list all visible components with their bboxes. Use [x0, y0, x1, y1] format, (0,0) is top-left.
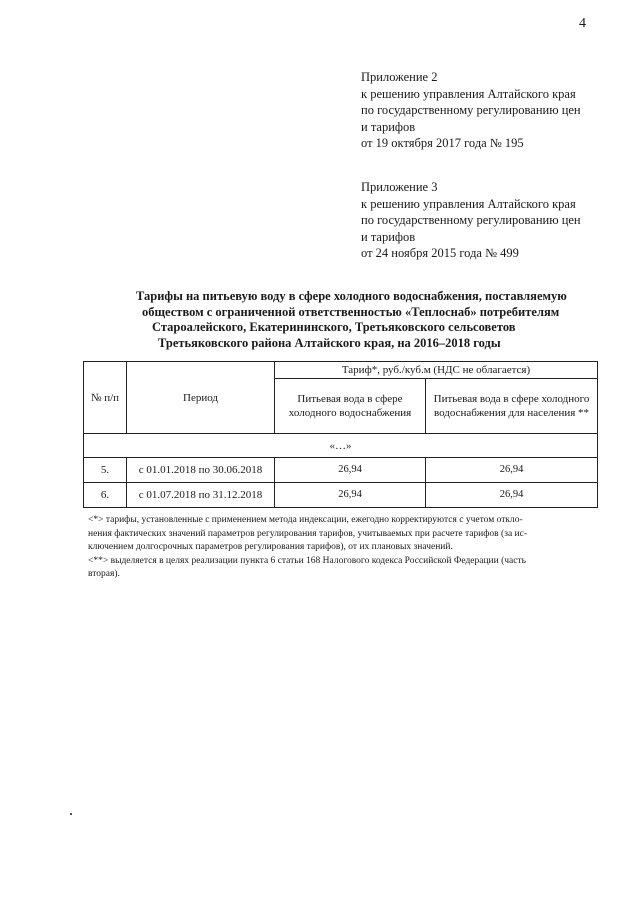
appendix-2-header	[361, 69, 611, 152]
row-water-population-tariff: 26,94	[426, 483, 598, 508]
header-period: Период	[127, 362, 275, 434]
appendix-2-line: и тарифов	[361, 119, 416, 134]
footnotes	[88, 514, 608, 582]
footnote-line: <*> тарифы, установленные с применением метода индексации, ежегодно корректируются с учетом откло-	[88, 515, 523, 525]
appendix-2-line: от 19 октября 2017 года № 195	[361, 136, 524, 150]
appendix-3-line: по государственному регулированию цен	[361, 213, 581, 227]
row-water-tariff: 26,94	[275, 483, 426, 508]
table-row-ellipsis	[84, 434, 598, 458]
table-row	[84, 483, 598, 508]
appendix-2-line: по государственному регулированию цен	[361, 103, 581, 117]
row-period: с 01.01.2018 по 30.06.2018	[127, 458, 275, 483]
appendix-3-line: Приложение 3	[361, 180, 438, 194]
header-water: Питьевая вода в сфере холодного водоснабжения	[275, 379, 426, 434]
title-line: обществом с ограниченной ответственностью «Теплоснаб» потребителям	[142, 304, 560, 319]
appendix-3-line: и тарифов	[361, 229, 416, 244]
appendix-3-line: от 24 ноября 2015 года № 499	[361, 246, 519, 260]
row-period: с 01.07.2018 по 31.12.2018	[127, 483, 275, 508]
footnote-line: вторая).	[88, 569, 120, 579]
header-tariff-group: Тариф*, руб./куб.м (НДС не облагается)	[275, 362, 598, 379]
footnote-line: ключением долгосрочных параметров регулирования тарифов), от их плановых значений.	[88, 542, 453, 552]
footnote-line: нения фактических значений параметров регулирования тарифов, учитываемых при расчете тарифов (за ис-	[88, 528, 528, 539]
row-num: 6.	[84, 483, 127, 508]
footnote-line: <**> выделяется в целях реализации пункта 6 статьи 168 Налогового кодекса Российской Федерации (часть	[88, 555, 526, 566]
page-number: 4	[579, 16, 586, 31]
row-water-population-tariff: 26,94	[426, 458, 598, 483]
appendix-2-line: Приложение 2	[361, 70, 438, 84]
ellipsis-cell: «…»	[84, 434, 598, 458]
appendix-2-line: к решению управления Алтайского края	[361, 86, 576, 101]
header-water-population: Питьевая вода в сфере холодного водоснабжения для населения **	[426, 379, 598, 434]
appendix-3-line: к решению управления Алтайского края	[361, 196, 576, 211]
row-water-tariff: 26,94	[275, 458, 426, 483]
document-title	[60, 289, 640, 351]
row-num: 5.	[84, 458, 127, 483]
header-num: № п/п	[84, 362, 127, 434]
scan-dot-mark	[70, 813, 72, 815]
tariff-table	[83, 361, 598, 508]
title-line: Тарифы на питьевую воду в сфере холодного водоснабжения, поставляемую	[136, 289, 567, 303]
table-header-row	[84, 362, 598, 379]
table-row	[84, 458, 598, 483]
appendix-3-header	[361, 179, 611, 262]
title-line: Третьяковского района Алтайского края, на 2016–2018 годы	[158, 335, 501, 350]
title-line: Староалейского, Екатерининского, Третьяковского сельсоветов	[152, 320, 516, 334]
